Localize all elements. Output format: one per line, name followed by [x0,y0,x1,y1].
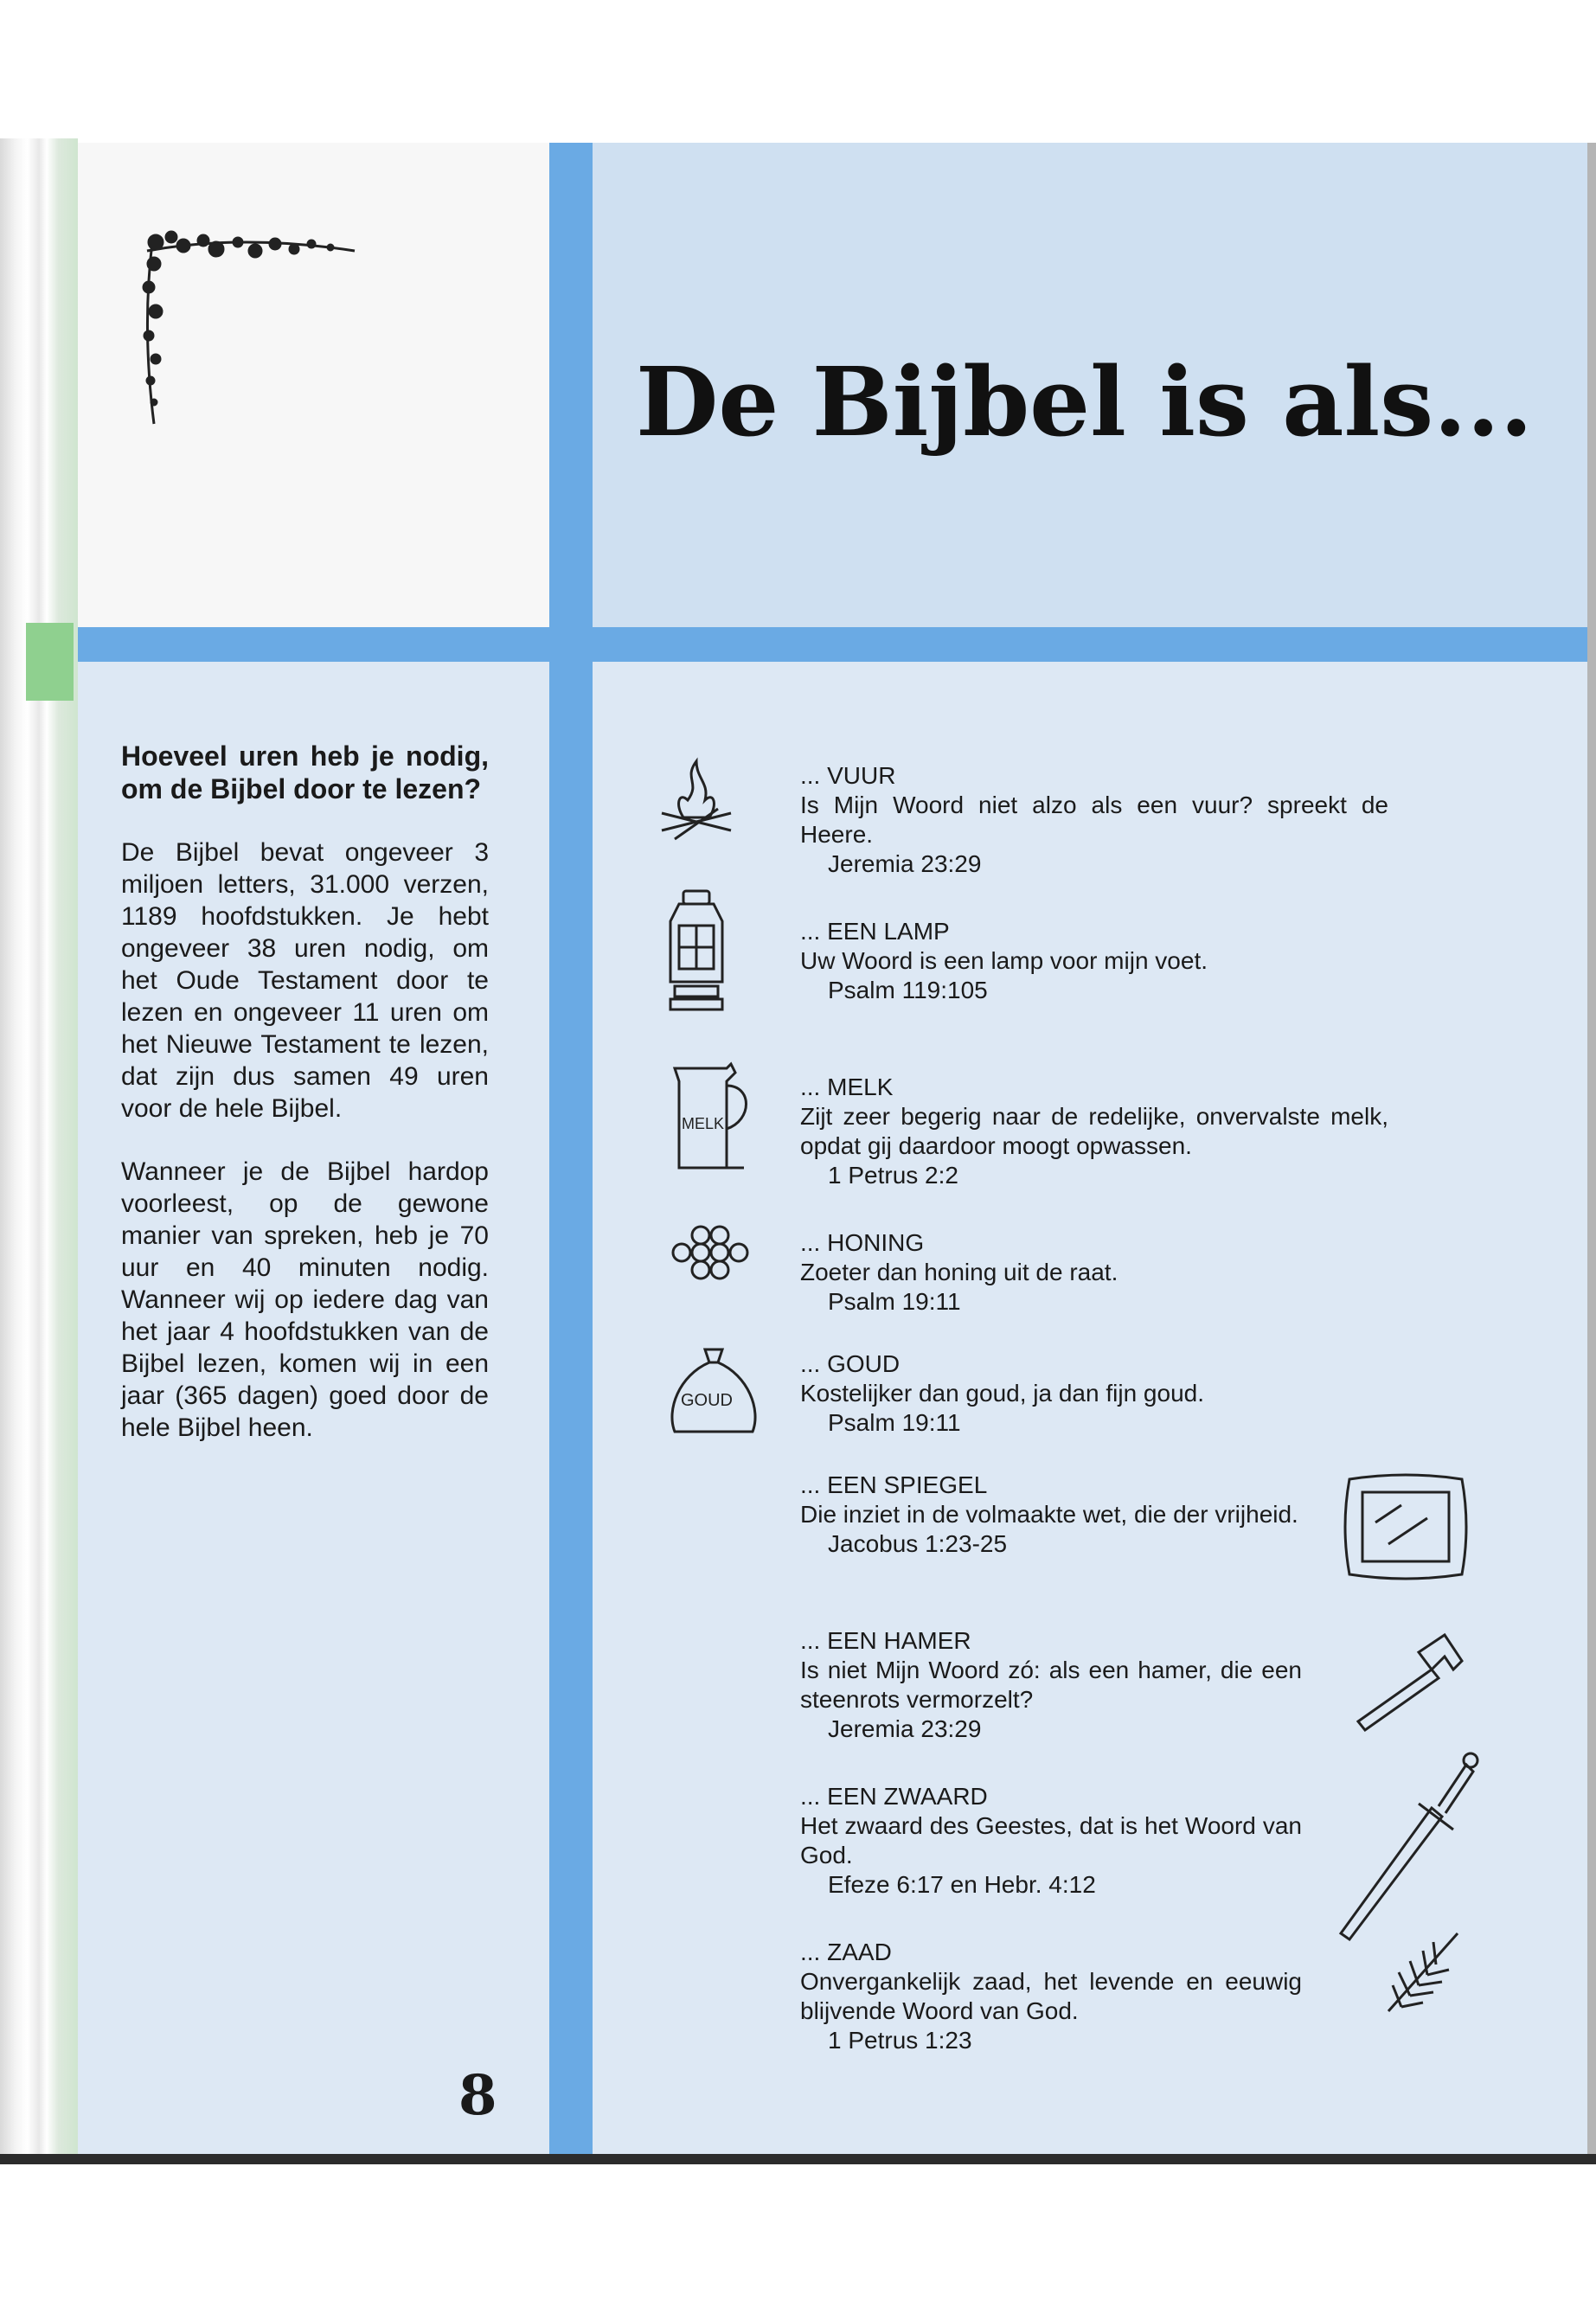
sidebar-paragraph: De Bijbel bevat ongeveer 3 miljoen letters, 31.000 verzen, 1189 hoofdstukken. Je hebt ongeveer 38 uren nodig, om het Oude Testament door te lezen en ongeveer 11 uren om het Nieuwe Testament te lezen, dat zijn dus samen 49 uren voor de hele Bijbel. [121,838,489,1123]
page-title: De Bijbel is als... [636,346,1534,458]
gold-bag-icon [662,1341,766,1445]
book-bottom-edge [0,2154,1596,2164]
entry-name: ... ZAAD [800,1939,892,1965]
entry-quote: Is niet Mijn Woord zó: als een hamer, die een steenrots vermorzelt? [800,1657,1302,1713]
page-tab [26,623,74,701]
book-page [78,143,1587,2158]
entry-name: ... EEN SPIEGEL [800,1471,988,1498]
entry-quote: Die inziet in de volmaakte wet, die der vrijheid. [800,1501,1298,1528]
entry-name: ... MELK [800,1074,894,1100]
entry-reference: 1 Petrus 2:2 [828,1162,958,1189]
cross-bar-horizontal [78,627,1587,662]
entry-name: ... VUUR [800,762,896,789]
jug-label: MELK [682,1115,725,1132]
seed-icon [1380,1925,1466,2020]
page-number: 8 [458,2063,497,2128]
list-item [800,1471,1302,1559]
entry-name: ... EEN HAMER [800,1627,971,1654]
entry-reference: Efeze 6:17 en Hebr. 4:12 [828,1871,1096,1898]
entry-reference: Jeremia 23:29 [828,850,982,877]
entry-reference: Jeremia 23:29 [828,1715,982,1742]
cross-bar-vertical [549,143,593,2158]
entry-reference: 1 Petrus 1:23 [828,2027,972,2054]
list-item [800,761,1388,879]
entry-reference: Psalm 119:105 [828,977,988,1003]
mirror-icon [1341,1471,1471,1583]
book-page-edge [0,138,78,2163]
entry-quote: Is Mijn Woord niet alzo als een vuur? spreekt de Heere. [800,792,1388,848]
sidebar-question: Hoeveel uren heb je nodig, om de Bijbel door te lezen? [121,740,489,804]
honeycomb-icon [666,1220,761,1289]
sidebar-text [121,740,489,1475]
lamp-icon [653,887,740,1016]
bag-label: GOUD [681,1391,733,1410]
list-item [800,917,1388,1005]
entry-reference: Psalm 19:11 [828,1288,961,1315]
milk-jug-icon [666,1060,761,1172]
list-item [800,1228,1388,1317]
hammer-icon [1349,1631,1471,1734]
entry-name: ... EEN ZWAARD [800,1783,988,1810]
entry-quote: Zoeter dan honing uit de raat. [800,1259,1118,1285]
list-item [800,1782,1302,1900]
entry-quote: Zijt zeer begerig naar de redelijke, onvervalste melk, opdat gij daardoor moogt opwassen. [800,1103,1388,1159]
floral-corner-ornament-icon [130,225,389,437]
list-item [800,1938,1302,2055]
entry-reference: Psalm 19:11 [828,1409,961,1436]
entry-quote: Kostelijker dan goud, ja dan fijn goud. [800,1380,1204,1407]
entry-quote: Het zwaard des Geestes, dat is het Woord van God. [800,1812,1302,1868]
entry-name: ... GOUD [800,1350,901,1377]
sword-icon [1328,1739,1484,1946]
entry-quote: Uw Woord is een lamp voor mijn voet. [800,947,1208,974]
list-item [800,1073,1388,1190]
list-item [800,1349,1388,1438]
sidebar-paragraph: Wanneer je de Bijbel hardop voorleest, op de gewone manier van spreken, heb je 70 uur en 40 minuten nodig. Wanneer wij op iedere dag van het jaar 4 hoofdstukken van de Bijbel lezen, komen wij in een jaar (365 dagen) goed door de hele Bijbel heen. [121,1157,489,1442]
entry-name: ... HONING [800,1229,925,1256]
fire-icon [649,753,744,848]
entry-reference: Jacobus 1:23-25 [828,1530,1008,1557]
entry-name: ... EEN LAMP [800,918,950,945]
list-item [800,1626,1302,1744]
entry-quote: Onvergankelijk zaad, het levende en eeuwig blijvende Woord van God. [800,1968,1302,2024]
